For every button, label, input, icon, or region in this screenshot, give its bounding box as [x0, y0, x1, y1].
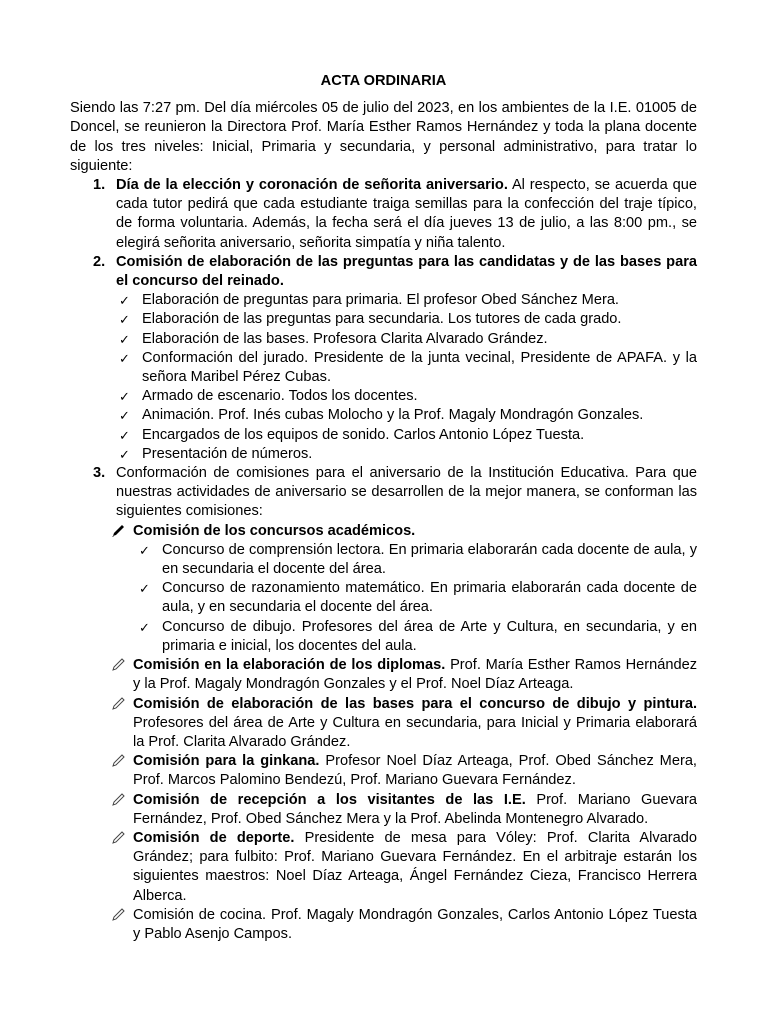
checkmark-icon: ✓	[119, 350, 130, 366]
task-checklist	[116, 291, 697, 464]
pencil-icon	[111, 524, 127, 538]
contest-item-text: Concurso de comprensión lectora. En primaria elaborarán cada docente de aula, y en secundaria el docente del área.	[162, 541, 697, 578]
commission-text: Profesores del área de Arte y Cultura en secundaria, para Inicial y Primaria elaborará la Prof. Clarita Alvarado Grández.	[133, 714, 697, 750]
agenda-item-2	[70, 253, 697, 464]
contest-item-text: Concurso de razonamiento matemático. En primaria elaborarán cada docente de aula, y en secundaria el docente del área.	[162, 580, 697, 616]
checklist-item	[116, 349, 697, 387]
checklist-item	[116, 426, 697, 445]
commission-heading: Comisión para la ginkana.	[133, 753, 320, 770]
checkmark-icon: ✓	[139, 619, 150, 635]
checklist-item	[116, 291, 697, 310]
pencil-icon	[111, 908, 127, 922]
pencil-icon	[111, 831, 127, 845]
commission-text: Comisión de cocina. Prof. Magaly Mondragón Gonzales, Carlos Antonio López Tuesta y Pablo Asenjo Campos.	[133, 906, 697, 942]
pencil-icon	[111, 754, 127, 768]
commission-item	[116, 791, 697, 829]
checkmark-icon: ✓	[119, 312, 130, 328]
contest-item	[133, 541, 697, 579]
checkmark-icon: ✓	[119, 293, 130, 309]
checklist-item-text: Presentación de números.	[142, 445, 313, 462]
checklist-item-text: Elaboración de las preguntas para secundaria. Los tutores de cada grado.	[142, 311, 622, 328]
pencil-icon	[111, 658, 127, 672]
item-text: Conformación de comisiones para el aniversario de la Institución Educativa. Para que nuestras actividades de aniversario se desarrollen de la mejor manera, se conforman las siguientes comisiones:	[116, 465, 697, 520]
agenda-item-3	[70, 464, 697, 944]
intro-paragraph: Siendo las 7:27 pm. Del día miércoles 05 de julio del 2023, en los ambientes de la I.E. 01005 de Doncel, se reunieron la Directora Prof. María Esther Ramos Hernández y toda la plana docente de los tres niveles: Inicial, Primaria y secundaria, y personal administrativo, para tratar lo siguiente:	[70, 100, 697, 174]
checklist-item	[116, 406, 697, 425]
checklist-item-text: Armado de escenario. Todos los docentes.	[142, 388, 418, 405]
checklist-item-text: Animación. Prof. Inés cubas Molocho y la Prof. Magaly Mondragón Gonzales.	[142, 407, 644, 424]
checklist-item-text: Elaboración de las bases. Profesora Clarita Alvarado Grández.	[142, 330, 548, 347]
item-number: 3.	[93, 465, 106, 482]
commission-heading: Comisión en la elaboración de los diplomas.	[133, 657, 446, 674]
commission-text: Profesor Noel Díaz Arteaga, Prof. Obed Sánchez Mera, Prof. Marcos Palomino Bendezú, Prof. Mariano Guevara Fernández.	[133, 753, 697, 789]
item-heading: Comisión de elaboración de las preguntas para las candidatas y de las bases para el concurso del reinado.	[116, 253, 697, 290]
checklist-item	[116, 330, 697, 349]
commission-text: Presidente de mesa para Vóley: Prof. Clarita Alvarado Grández; para fulbito: Prof. Mariano Guevara Fernández. En el arbitraje estarán los siguientes maestros: Noel Díaz Arteaga, Ángel Fernández Cieza, Francisco Herrera Alberca.	[133, 829, 697, 904]
checkmark-icon: ✓	[119, 408, 130, 424]
contest-item	[133, 618, 697, 656]
checklist-item-text: Elaboración de preguntas para primaria. El profesor Obed Sánchez Mera.	[142, 292, 619, 309]
checkmark-icon: ✓	[119, 331, 130, 347]
checkmark-icon: ✓	[119, 427, 130, 443]
commission-heading: Comisión de deporte.	[133, 829, 295, 846]
commission-heading: Comisión de los concursos académicos.	[133, 522, 416, 539]
checklist-item-text: Conformación del jurado. Presidente de la junta vecinal, Presidente de APAFA. y la señora Maribel Pérez Cubas.	[142, 349, 697, 386]
commission-list	[116, 522, 697, 944]
document-page	[70, 72, 697, 944]
commission-text: Prof. María Esther Ramos Hernández y la Prof. Magaly Mondragón Gonzales y el Prof. Noel Díaz Arteaga.	[133, 657, 697, 693]
item-number: 2.	[93, 253, 106, 270]
commission-item	[116, 656, 697, 694]
pencil-icon	[111, 793, 127, 807]
commission-item	[116, 906, 697, 944]
checkmark-icon: ✓	[139, 542, 150, 558]
checklist-item-text: Encargados de los equipos de sonido. Carlos Antonio López Tuesta.	[142, 426, 585, 443]
commission-item	[116, 695, 697, 753]
commission-item	[116, 522, 697, 656]
commission-heading: Comisión de elaboración de las bases para el concurso de dibujo y pintura.	[133, 695, 697, 712]
checkmark-icon: ✓	[119, 389, 130, 405]
agenda-list	[70, 176, 697, 944]
commission-item	[116, 829, 697, 906]
item-heading: Día de la elección y coronación de señorita aniversario.	[116, 177, 508, 194]
pencil-icon	[111, 697, 127, 711]
checklist-item	[116, 387, 697, 406]
item-number: 1.	[93, 177, 106, 194]
contest-item-text: Concurso de dibujo. Profesores del área de Arte y Cultura, en secundaria, y en primaria e inicial, los docentes del aula.	[162, 618, 697, 654]
item-text: Al respecto, se acuerda que cada tutor pedirá que cada estudiante traiga semillas para la confección del traje típico, de forma voluntaria. Además, la fecha será el día jueves 13 de julio, a las 8:00 pm., se elegirá señorita aniversario, señorita simpatía y niña talento.	[116, 177, 697, 251]
document-title: ACTA ORDINARIA	[320, 73, 447, 89]
commission-heading: Comisión de recepción a los visitantes de las I.E.	[133, 791, 526, 808]
commission-text: Prof. Mariano Guevara Fernández, Prof. Obed Sánchez Mera y la Prof. Abelinda Montenegro Alvarado.	[133, 791, 697, 827]
checkmark-icon: ✓	[119, 446, 130, 462]
checklist-item	[116, 445, 697, 464]
commission-item	[116, 752, 697, 790]
agenda-item-1	[70, 176, 697, 253]
contest-list	[133, 541, 697, 656]
contest-item	[133, 579, 697, 617]
checklist-item	[116, 310, 697, 329]
checkmark-icon: ✓	[139, 581, 150, 597]
